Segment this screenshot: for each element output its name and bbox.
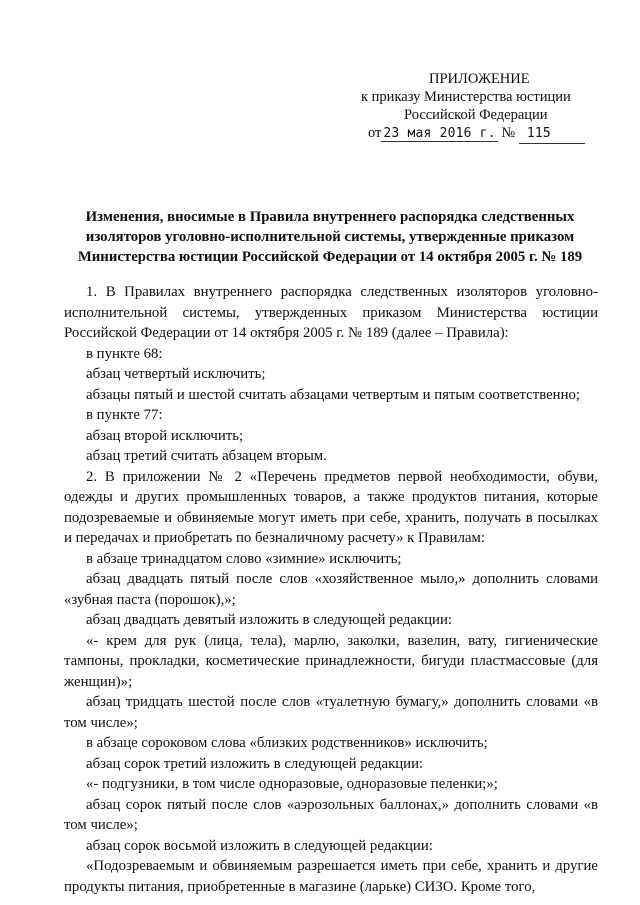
paragraph: абзац тридцать шестой после слов «туалетную бумагу,» дополнить словами «в том числе»; (64, 694, 598, 731)
appendix-order-line: к приказу Министерства юстиции (361, 89, 571, 105)
paragraph: в абзаце сороковом слова «близких родственников» исключить; (86, 735, 488, 751)
paragraph: в пункте 77: (86, 407, 163, 423)
paragraph: абзац двадцать пятый после слов «хозяйственное мыло,» дополнить словами «зубная паста (порошок),»; (64, 571, 598, 608)
paragraph: в пункте 68: (86, 345, 163, 362)
paragraph: абзац второй исключить; (86, 427, 244, 444)
number-prefix: № (501, 125, 516, 141)
document-body (64, 282, 598, 897)
paragraph: абзац сорок третий изложить в следующей редакции: (86, 755, 424, 772)
title-line: изоляторов уголовно-исполнительной системы, утвержденные приказом (85, 229, 575, 245)
paragraph: «- подгузники, в том числе одноразовые, одноразовые пеленки;»; (86, 776, 498, 792)
appendix-title: ПРИЛОЖЕНИЕ (429, 71, 530, 87)
order-date: 23 мая 2016 г. (383, 126, 496, 141)
date-prefix: от (368, 125, 382, 141)
order-number: 115 (526, 126, 551, 141)
title-line: Изменения, вносимые в Правила внутреннего распорядка следственных (85, 209, 575, 225)
paragraph: «- крем для рук (лица, тела), марлю, заколки, вазелин, вату, гигиенические тампоны, прокладки, косметические принадлежности, бигуди пластмассовые (для женщин)»; (64, 632, 598, 690)
paragraph: «Подозреваемым и обвиняемым разрешается иметь при себе, хранить и другие продукты питания, приобретенные в магазине (ларьке) СИЗО. Кроме того, (64, 858, 598, 895)
paragraph: абзац четвертый исключить; (86, 366, 266, 382)
title-line: Министерства юстиции Российской Федерации от 14 октября 2005 г. № 189 (77, 249, 583, 265)
paragraph: абзац двадцать девятый изложить в следующей редакции: (86, 612, 453, 628)
paragraph: абзац третий считать абзацем вторым. (86, 448, 327, 464)
appendix-federation-line: Российской Федерации (404, 107, 548, 123)
paragraph: в абзаце тринадцатом слово «зимние» исключить; (86, 550, 402, 567)
appendix-date-line (357, 124, 597, 144)
paragraph: абзац сорок восьмой изложить в следующей редакции: (86, 837, 433, 854)
paragraph: 2. В приложении № 2 «Перечень предметов первой необходимости, обуви, одежды и других промышленных товаров, а также продуктов питания, которые подозреваемые и обвиняемые могут иметь при себе, хранить, получать в посылках и передачах и приобретать по безналичному расчету» к Правилам: (64, 468, 598, 546)
paragraph: 1. В Правилах внутреннего распорядка следственных изоляторов уголовно-исполнительной системы, утвержденных приказом Министерства юстиции Российской Федерации от 14 октября 2005 г. № 189 (далее – Правила): (64, 284, 598, 341)
document-title (60, 207, 600, 267)
appendix-header (357, 70, 597, 144)
paragraph: абзац сорок пятый после слов «аэрозольных баллонах,» дополнить словами «в том числе»; (64, 796, 598, 833)
paragraph: абзацы пятый и шестой считать абзацами четвертым и пятым соответственно; (86, 386, 581, 403)
